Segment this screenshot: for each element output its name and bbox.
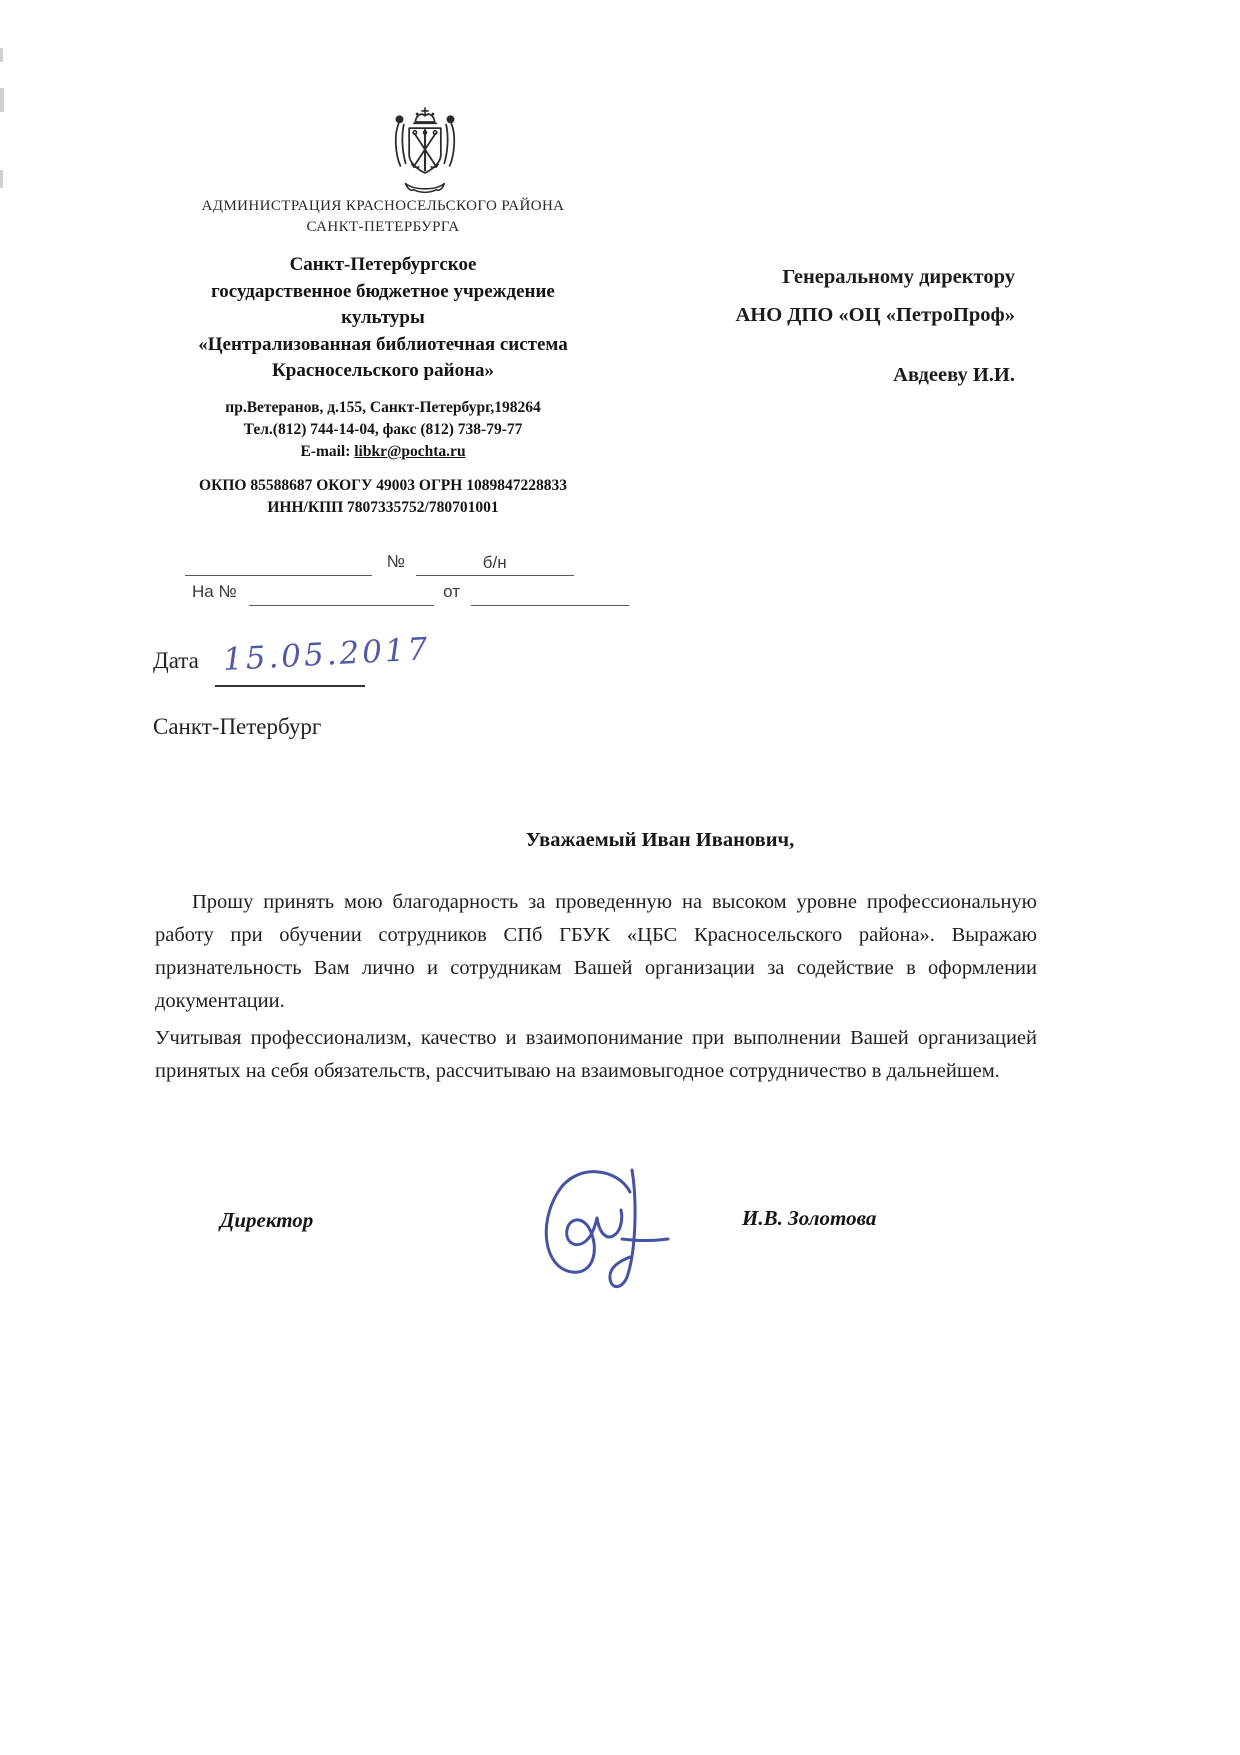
email-label: E-mail:: [300, 442, 351, 460]
letterhead: [143, 196, 623, 519]
city-line: Санкт-Петербург: [153, 714, 322, 739]
org-name-line: государственное бюджетное учреждение: [211, 280, 555, 302]
outgoing-number-blank: [185, 553, 372, 576]
signature-icon: [518, 1160, 678, 1305]
phone-fax: Тел.(812) 744-14-04, факс (812) 738-79-77: [243, 420, 523, 438]
recipient-name: Авдееву И.И.: [893, 364, 1015, 386]
from-date-blank: [471, 583, 629, 606]
outgoing-number-value: б/н: [416, 553, 574, 576]
contact-block: [143, 397, 623, 463]
body-paragraph-1: Прошу принять мою благодарность за проведенную на высоком уровне профессиональную работу при обучении сотрудников СПб ГБУК «ЦБС Красносельского района». Выражаю признательность Вам лично и сотрудникам Вашей организации за содействие в оформлении документации.: [155, 891, 1037, 1012]
signer-name: И.В. Золотова: [742, 1206, 877, 1230]
administration-line: АДМИНИСТРАЦИЯ КРАСНОСЕЛЬСКОГО РАЙОНА: [201, 198, 565, 214]
email-line: [143, 441, 623, 463]
scan-artifact: [0, 170, 3, 188]
postal-address: пр.Ветеранов, д.155, Санкт-Петербург,198264: [225, 398, 541, 416]
recipient-block: [735, 258, 1015, 394]
org-name-line: «Централизованная библиотечная система: [198, 333, 568, 355]
registration-block: [143, 475, 623, 519]
org-name-line: культуры: [341, 307, 425, 328]
organization-name: [143, 252, 623, 385]
number-sign-label: №: [386, 552, 405, 571]
date-label: Дата: [153, 648, 199, 673]
recipient-position: Генеральному директору: [782, 266, 1015, 288]
recipient-organization: АНО ДПО «ОЦ «ПетроПроф»: [735, 304, 1015, 326]
org-name-line: Красносельского района»: [271, 360, 495, 381]
date-underline: [215, 685, 365, 687]
body-paragraph-2: Учитывая профессионализм, качество и взаимопонимание при выполнении Вашей организацией принятых на себя обязательств, рассчитываю на взаимовыгодное сотрудничество в дальнейшем.: [155, 1027, 1037, 1082]
registration-codes: ОКПО 85588687 ОКОГУ 49003 ОГРН 1089847228833: [199, 476, 567, 494]
incoming-number-line: [192, 582, 629, 606]
coat-of-arms-icon: [381, 106, 469, 201]
outgoing-number-line: [185, 552, 574, 576]
administration-line: САНКТ-ПЕТЕРБУРГА: [306, 219, 460, 235]
org-name-line: Санкт-Петербургское: [289, 254, 477, 275]
from-date-label: от: [443, 582, 461, 601]
handwritten-date: 15.05.2017: [222, 631, 432, 678]
inn-kpp: ИНН/КПП 7807335752/780701001: [267, 498, 499, 516]
incoming-number-label: На №: [192, 582, 237, 601]
scan-artifact: [0, 88, 4, 112]
incoming-number-blank: [249, 583, 434, 606]
email-address: libkr@pochta.ru: [354, 442, 466, 460]
signer-title: Директор: [220, 1208, 314, 1232]
scan-artifact: [0, 48, 3, 62]
salutation: Уважаемый Иван Иванович,: [525, 829, 795, 851]
